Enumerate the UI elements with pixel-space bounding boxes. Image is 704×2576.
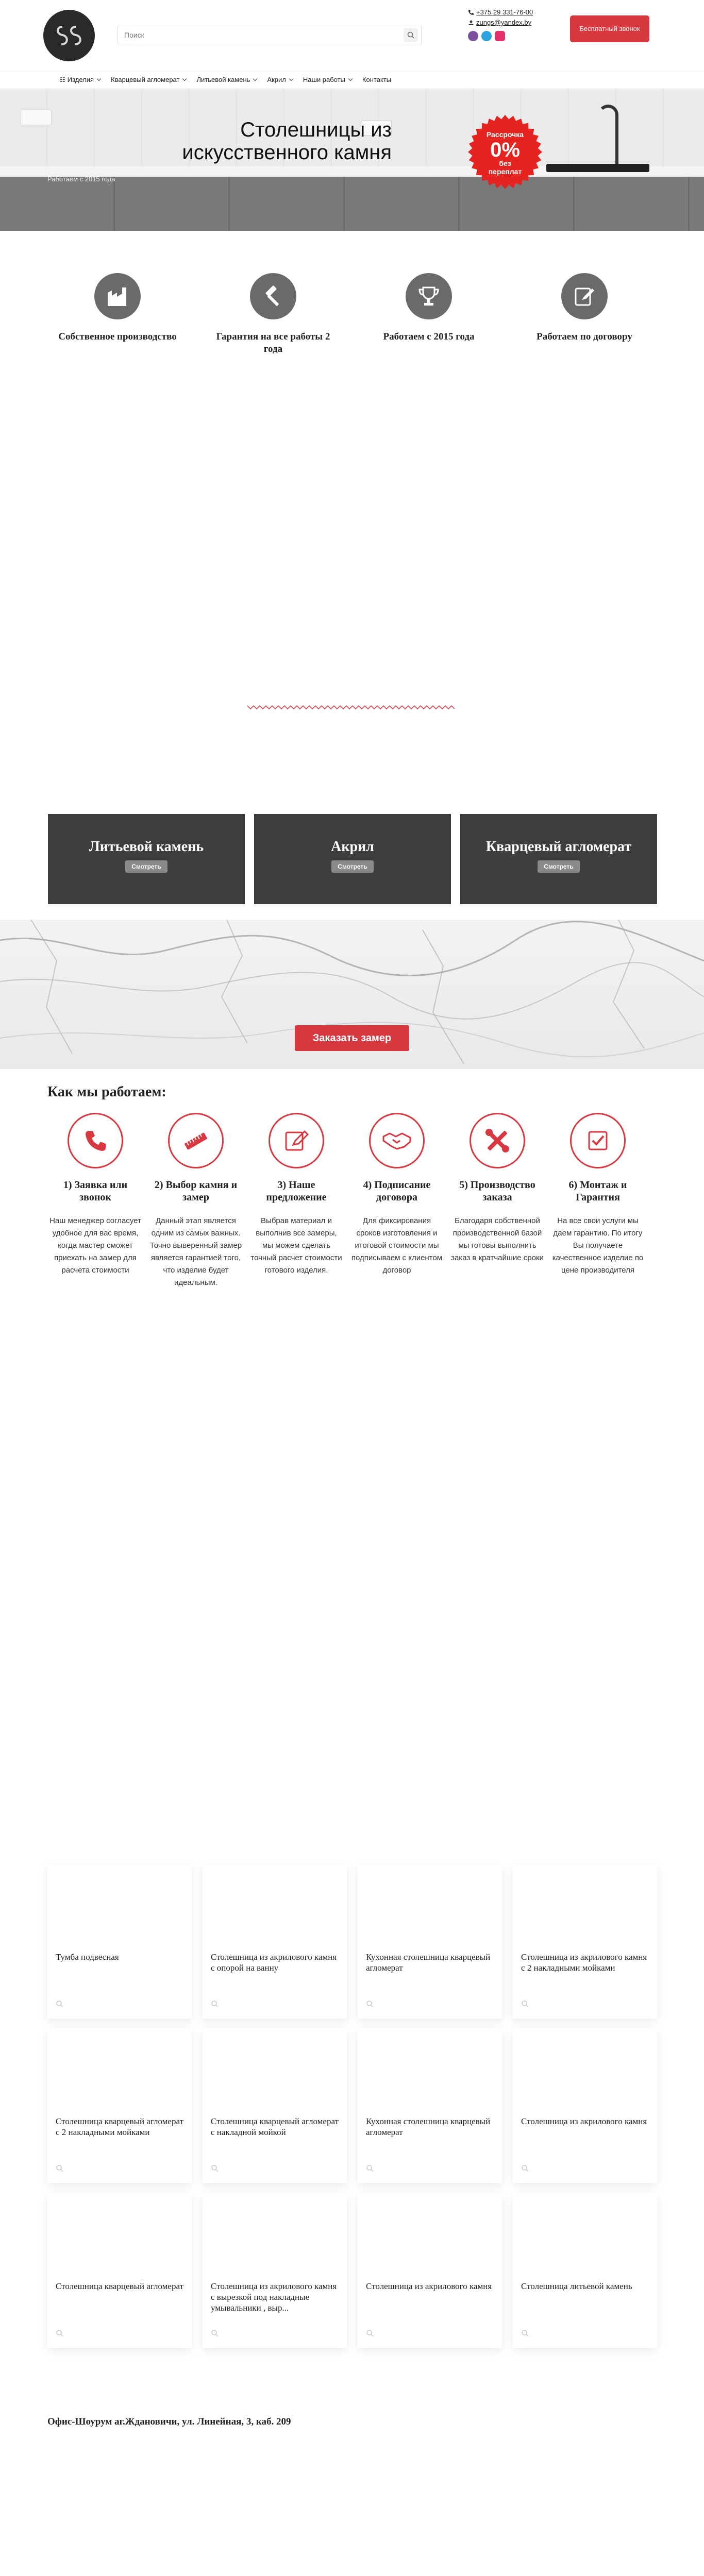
category-view-label: Смотреть xyxy=(125,860,167,873)
ruler-icon xyxy=(168,1113,224,1168)
grid-icon: ☷ xyxy=(60,76,65,83)
feature-card xyxy=(211,273,335,355)
search-button[interactable] xyxy=(404,28,418,42)
product-title: Столешница из акрилового камня с 2 накладными мойками xyxy=(521,1952,647,1973)
nav-item-label: Кварцевый агломерат xyxy=(111,76,180,83)
process-step xyxy=(451,1113,544,1264)
product-card[interactable] xyxy=(203,2193,347,2348)
handshake-icon xyxy=(369,1113,425,1168)
chevron-down-icon xyxy=(182,77,187,81)
process-step xyxy=(49,1113,142,1277)
step-text: Данный этап является одним из самых важных. Точно выверенный замер является гарантией того, что изделие будет идеальным. xyxy=(149,1216,242,1287)
step-text: Наш менеджер согласует удобное для вас время, когда мастер сможет приехать на замер для расчета стоимости xyxy=(49,1216,141,1275)
hero-subtitle: Работаем с 2015 года xyxy=(47,175,115,183)
faucet-image xyxy=(598,105,618,166)
badge-bottom-text-2: переплат xyxy=(488,167,522,176)
nav-item-label: Акрил xyxy=(267,76,286,83)
phone-icon xyxy=(468,9,474,15)
installment-badge xyxy=(466,113,544,191)
header-contacts xyxy=(468,7,571,41)
cabinet-image xyxy=(0,177,704,231)
search-input[interactable] xyxy=(118,25,396,45)
feature-title: Гарантия на все работы 2 года xyxy=(216,331,330,354)
category-card[interactable] xyxy=(254,814,451,904)
badge-value: 0% xyxy=(490,139,520,161)
product-card[interactable] xyxy=(358,2028,502,2183)
site-header xyxy=(0,0,704,71)
chevron-down-icon xyxy=(289,77,293,81)
search-icon xyxy=(407,31,414,39)
zoom-icon[interactable] xyxy=(366,2164,374,2173)
chevron-down-icon xyxy=(348,77,353,81)
category-title: Кварцевый агломерат xyxy=(485,839,632,855)
nav-item[interactable] xyxy=(362,76,391,83)
badge-top-text: Рассрочка xyxy=(486,130,524,139)
nav-item-label: Изделия xyxy=(67,76,94,83)
zoom-icon[interactable] xyxy=(211,2000,219,2008)
category-view-label: Смотреть xyxy=(538,860,579,873)
zoom-icon[interactable] xyxy=(56,2164,64,2173)
zoom-icon[interactable] xyxy=(521,2164,529,2173)
feature-card xyxy=(56,273,179,343)
feature-title: Собственное производство xyxy=(58,331,177,342)
category-card[interactable] xyxy=(460,814,657,904)
nav-item[interactable] xyxy=(60,76,100,83)
process-step xyxy=(250,1113,343,1277)
email-link[interactable]: zungs@yandex.by xyxy=(468,18,571,28)
step-title: 2) Выбор камня и замер xyxy=(154,1179,238,1203)
main-nav xyxy=(0,71,704,89)
process-step xyxy=(149,1113,242,1289)
viber-icon[interactable] xyxy=(468,31,478,41)
divider-zigzag xyxy=(247,705,457,710)
product-card[interactable] xyxy=(513,2193,657,2348)
product-card[interactable] xyxy=(513,1864,657,2019)
contract-icon xyxy=(561,273,608,319)
order-measure-button[interactable]: Заказать замер xyxy=(295,1025,409,1051)
tools-icon xyxy=(470,1113,525,1168)
step-title: 6) Монтаж и Гарантия xyxy=(568,1179,627,1203)
nav-item[interactable] xyxy=(267,76,292,83)
category-view-button[interactable] xyxy=(48,855,245,873)
how-we-work-title: Как мы работаем: xyxy=(47,1084,166,1100)
step-title: 3) Наше предложение xyxy=(266,1179,327,1203)
feature-title: Работаем по договору xyxy=(537,331,632,342)
phone-icon xyxy=(68,1113,123,1168)
step-title: 5) Производство заказа xyxy=(459,1179,535,1203)
product-card[interactable] xyxy=(358,1864,502,2019)
nav-item-label: Наши работы xyxy=(303,76,345,83)
product-title: Столешница литьевой камень xyxy=(521,2281,632,2291)
edit-icon xyxy=(269,1113,324,1168)
feature-card xyxy=(367,273,491,343)
product-card[interactable] xyxy=(47,1864,192,2019)
zoom-icon[interactable] xyxy=(56,2329,64,2337)
hammer-icon xyxy=(250,273,296,319)
logo-icon xyxy=(51,18,87,54)
zoom-icon[interactable] xyxy=(56,2000,64,2008)
category-view-button[interactable] xyxy=(254,855,451,873)
process-step xyxy=(350,1113,443,1277)
product-title: Столешница кварцевый агломерат с накладной мойкой xyxy=(211,2116,339,2137)
feature-card xyxy=(523,273,646,343)
product-title: Столешница кварцевый агломерат с 2 накладными мойками xyxy=(56,2116,184,2137)
product-title: Столешница из акрилового камня с опорой на ванну xyxy=(211,1952,337,1973)
nav-item[interactable] xyxy=(111,76,186,83)
step-title: 4) Подписание договора xyxy=(363,1179,431,1203)
search-box xyxy=(118,25,422,45)
zoom-icon[interactable] xyxy=(521,2329,529,2337)
product-card[interactable] xyxy=(47,2028,192,2183)
zoom-icon[interactable] xyxy=(366,2329,374,2337)
step-text: Выбрав материал и выполнив все замеры, мы можем сделать точный расчет стоимости готового изделия. xyxy=(250,1216,342,1275)
chevron-down-icon xyxy=(97,77,101,81)
office-address: Офис-Шоурум аг.Ждановичи, ул. Линейная, 3, каб. 209 xyxy=(47,2416,291,2427)
product-title: Тумба подвесная xyxy=(56,1952,119,1962)
check-icon xyxy=(570,1113,626,1168)
product-card[interactable] xyxy=(203,2028,347,2183)
badge-bottom-text-1: без xyxy=(499,159,511,167)
category-title: Акрил xyxy=(331,839,374,855)
instagram-icon[interactable] xyxy=(495,31,505,41)
sink-image xyxy=(546,164,649,172)
trophy-icon xyxy=(406,273,452,319)
category-view-button[interactable] xyxy=(460,855,657,873)
feature-title: Работаем с 2015 года xyxy=(383,331,475,342)
zoom-icon[interactable] xyxy=(211,2164,219,2173)
product-card[interactable] xyxy=(358,2193,502,2348)
product-title: Столешница из акрилового камня с вырезкой под накладные умывальники , выр... xyxy=(211,2281,337,2313)
messengers xyxy=(468,31,571,41)
product-title: Столешница из акрилового камня xyxy=(366,2281,492,2291)
category-card[interactable] xyxy=(48,814,245,904)
step-text: Для фиксирования сроков изготовления и итоговой стоимости мы подписываем с клиентом договор xyxy=(351,1216,443,1275)
logo[interactable] xyxy=(43,10,95,61)
telegram-icon[interactable] xyxy=(481,31,492,41)
free-call-button[interactable]: Бесплатный звонок xyxy=(570,15,649,42)
zoom-icon[interactable] xyxy=(211,2329,219,2337)
nav-item[interactable] xyxy=(303,76,352,83)
product-title: Столешница кварцевый агломерат xyxy=(56,2281,184,2291)
phone-link[interactable]: +375 29 331-76-00 xyxy=(468,7,571,18)
chevron-down-icon xyxy=(253,77,257,81)
nav-item[interactable] xyxy=(196,76,257,83)
product-title: Кухонная столешница кварцевый агломерат xyxy=(366,1952,491,1973)
product-title: Кухонная столешница кварцевый агломерат xyxy=(366,2116,491,2137)
zoom-icon[interactable] xyxy=(521,2000,529,2008)
product-card[interactable] xyxy=(203,1864,347,2019)
product-card[interactable] xyxy=(47,2193,192,2348)
hero-title: Столешницы из искусственного камня xyxy=(182,118,392,164)
product-card[interactable] xyxy=(513,2028,657,2183)
step-title: 1) Заявка или звонок xyxy=(63,1179,128,1203)
nav-item-label: Контакты xyxy=(362,76,392,83)
factory-icon xyxy=(94,273,141,319)
step-text: На все свои услуги мы даем гарантию. По итогу Вы получаете качественное изделие по цене производителя xyxy=(552,1216,644,1275)
process-step xyxy=(551,1113,644,1277)
nav-item-label: Литьевой камень xyxy=(196,76,250,83)
socket-image xyxy=(21,110,52,125)
step-text: Благодаря собственной производственной базой мы готовы выполнить заказ в кратчайшие сроки xyxy=(451,1216,544,1262)
user-icon xyxy=(468,20,474,26)
category-title: Литьевой камень xyxy=(89,839,204,855)
zoom-icon[interactable] xyxy=(366,2000,374,2008)
product-title: Столешница из акрилового камня xyxy=(521,2116,647,2126)
category-view-label: Смотреть xyxy=(331,860,373,873)
